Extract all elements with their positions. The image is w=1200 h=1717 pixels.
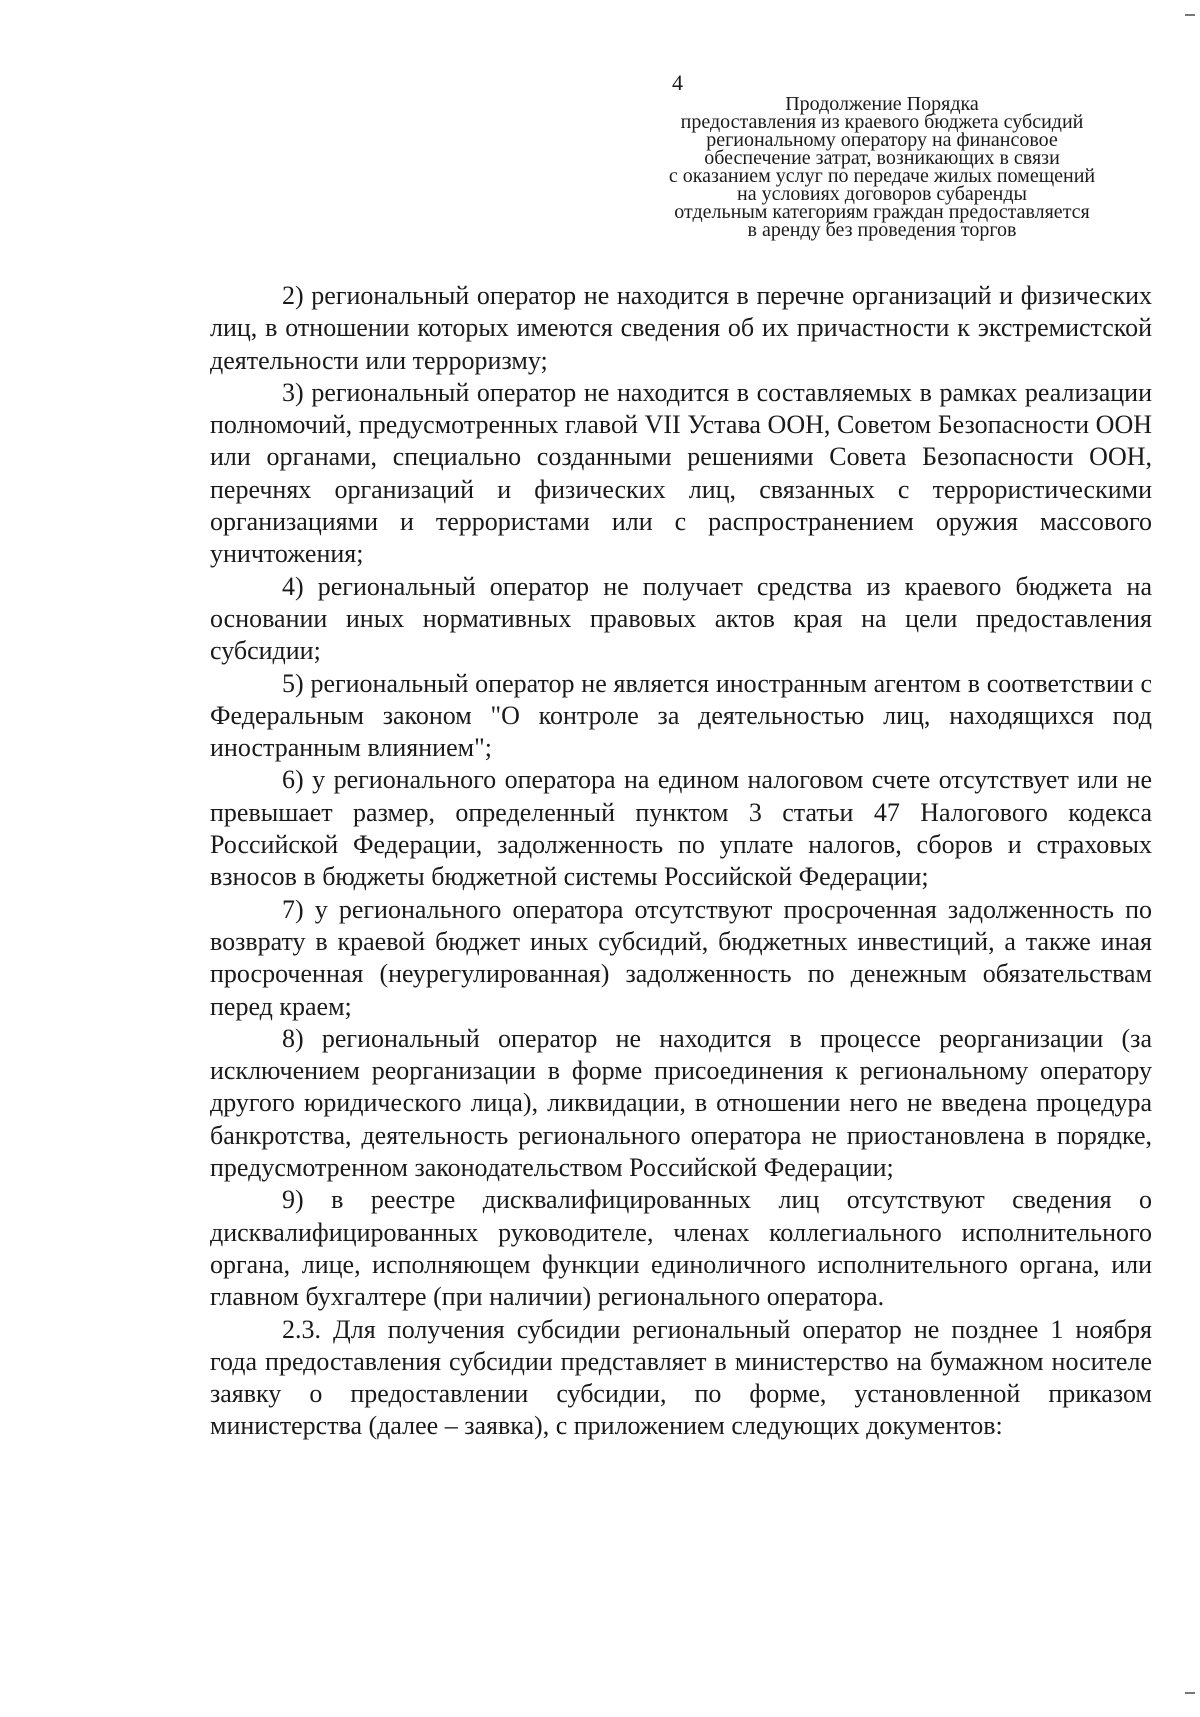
paragraph-item-8: 8) региональный оператор не находится в процессе реорганизации (за исключением реорганизации в форме присоединения к региональному оператору другого юридического лица), ликвидации, в отношении него не введена процедура банкротства, деятельность регионального оператора не приостановлена в порядке, предусмотренном законодательством Российской Федерации; [210,1023,1152,1183]
paragraph-item-4: 4) региональный оператор не получает средства из краевого бюджета на основании иных нормативных правовых актов края на цели предоставления субсидии; [210,571,1152,666]
header-line: отдельным категориям граждан предоставляется [674,201,1090,223]
paragraph-item-7: 7) у регионального оператора отсутствуют просроченная задолженность по возврату в краевой бюджет иных субсидий, бюджетных инвестиций, а также иная просроченная (неурегулированная) задолженность по денежным обязательствам перед краем; [210,894,1152,1021]
header-line: в аренду без проведения торгов [747,219,1017,241]
header-line: региональному оператору на финансовое [706,129,1058,151]
paragraph-item-2: 2) региональный оператор не находится в перечне организаций и физических лиц, в отношении которых имеются сведения об их причастности к экстремистской деятельности или терроризму; [210,281,1152,375]
header-line: Продолжение Порядка [785,93,979,115]
header-line: с оказанием услуг по передаче жилых помещений [668,165,1096,187]
header-line: обеспечение затрат, возникающих в связи [704,147,1060,169]
document-body [210,280,1152,1443]
document-header [612,95,1152,239]
page-number: 4 [672,70,683,95]
header-line: предоставления из краевого бюджета субсидий [680,111,1084,133]
header-line: на условиях договоров субаренды [736,183,1027,205]
scan-edge-mark [1185,1692,1195,1694]
paragraph-item-6: 6) у регионального оператора на едином налоговом счете отсутствует или не превышает размер, определенный пунктом 3 статьи 47 Налогового кодекса Российской Федерации, задолженность по уплате налогов, сборов и страховых взносов в бюджеты бюджетной системы Российской Федерации; [210,765,1152,892]
paragraph-item-9: 9) в реестре дисквалифицированных лиц отсутствуют сведения о дисквалифицированных руководителе, членах коллегиального исполнительного органа, лице, исполняющем функции единоличного исполнительного органа, или главном бухгалтере (при наличии) регионального оператора. [210,1185,1152,1312]
scan-edge-mark [1185,14,1195,16]
paragraph-item-5: 5) региональный оператор не является иностранным агентом в соответствии с Федеральным законом "О контроле за деятельностью лиц, находящихся под иностранным влиянием"; [210,668,1152,763]
paragraph-section-2-3: 2.3. Для получения субсидии региональный оператор не позднее 1 ноября года предоставления субсидии представляет в министерство на бумажном носителе заявку о предоставлении субсидии, по форме, установленной приказом министерства (далее – заявка), с приложением следующих документов: [210,1314,1152,1441]
paragraph-item-3: 3) региональный оператор не находится в составляемых в рамках реализации полномочий, предусмотренных главой VII Устава ООН, Советом Безопасности ООН или органами, специально созданными решениями Совета Безопасности ООН, перечнях организаций и физических лиц, связанных с террористическими организациями и террористами или с распространением оружия массового уничтожения; [210,377,1152,569]
